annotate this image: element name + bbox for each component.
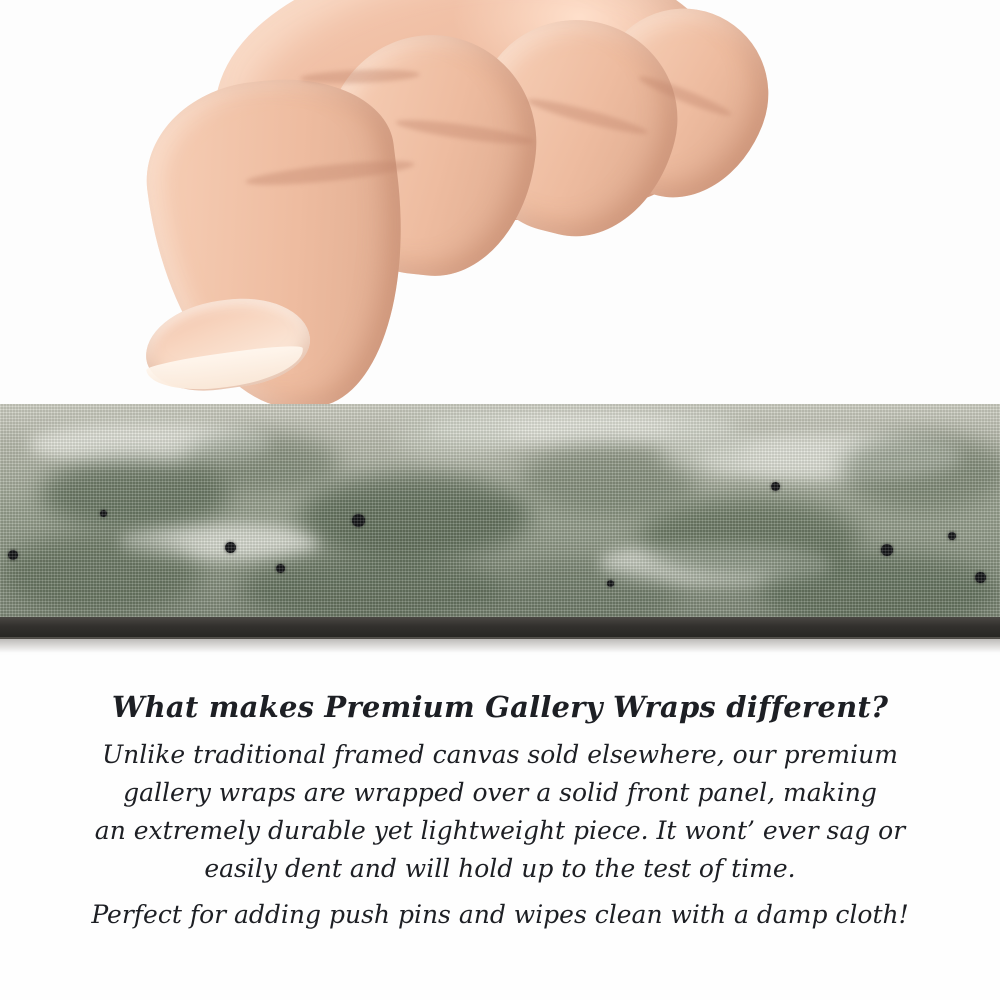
canvas-wrap-edge	[0, 404, 1000, 626]
caption-line: Unlike traditional framed canvas sold elsewhere, our premium	[102, 740, 898, 769]
caption-line: gallery wraps are wrapped over a solid front panel, making	[123, 778, 877, 807]
hand-illustration	[95, 0, 735, 430]
caption-final-line: Perfect for adding push pins and wipes clean with a damp cloth!	[91, 900, 909, 929]
caption-line: easily dent and will hold up to the test of time.	[204, 854, 796, 883]
caption-title: What makes Premium Gallery Wraps different?	[111, 690, 889, 724]
caption-line: an extremely durable yet lightweight piece. It wont’ ever sag or	[94, 816, 906, 845]
panel-side-edge	[0, 617, 1000, 639]
drop-shadow	[0, 637, 1000, 653]
caption-block	[0, 690, 1000, 934]
